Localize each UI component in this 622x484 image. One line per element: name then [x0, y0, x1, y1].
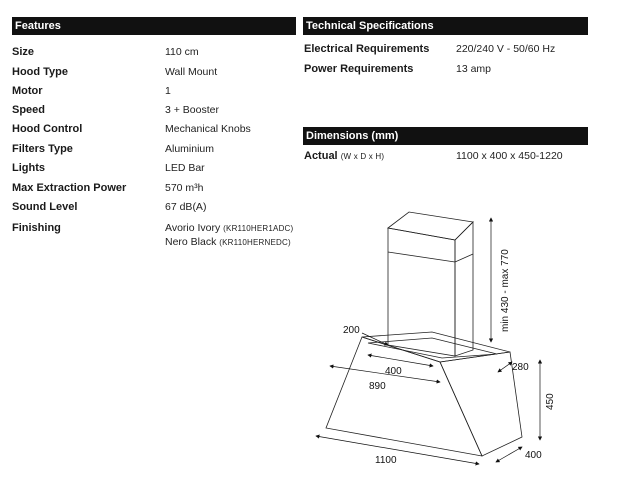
- dimensions-header: Dimensions (mm): [303, 127, 588, 145]
- feature-value-hood-type: Wall Mount: [165, 66, 218, 78]
- dim-1100-label: 1100: [375, 455, 397, 466]
- feature-value-lights: LED Bar: [165, 162, 205, 174]
- feature-value-size: 110 cm: [165, 46, 199, 58]
- feature-value-speed: 3 + Booster: [165, 104, 219, 116]
- feature-label-lights: Lights: [12, 162, 45, 174]
- dimensions-actual-value: 1100 x 400 x 450-1220: [456, 150, 563, 162]
- tech-label-power: Power Requirements: [304, 63, 414, 75]
- feature-label-hood-type: Hood Type: [12, 66, 69, 78]
- dim-890-label: 890: [369, 381, 386, 392]
- feature-label-speed: Speed: [12, 104, 46, 116]
- feature-label-max-extraction: Max Extraction Power: [12, 182, 127, 194]
- feature-label-finishing: Finishing: [12, 222, 61, 234]
- dim-400-inner-label: 400: [385, 366, 402, 377]
- hood-side: [440, 352, 522, 456]
- technical-specifications-header: Technical Specifications: [303, 17, 588, 35]
- dim-1100-line: [316, 436, 479, 464]
- chimney-side: [455, 222, 473, 356]
- dimensions-actual-sub: (W x D x H): [340, 152, 385, 161]
- dim-450-label: 450: [545, 393, 556, 410]
- finishing-name-1: Avorio Ivory: [165, 222, 221, 234]
- dim-200-label: 200: [343, 325, 360, 336]
- feature-value-sound-level: 67 dB(A): [165, 201, 207, 213]
- finishing-name-2: Nero Black: [165, 236, 217, 248]
- finishing-code-2: (KR110HERNEDC): [219, 238, 291, 247]
- feature-value-motor: 1: [165, 85, 171, 97]
- dim-200-line: [362, 333, 388, 345]
- dimensions-actual-label: Actual: [304, 150, 338, 162]
- hood-top-inner: [368, 338, 497, 358]
- feature-label-size: Size: [12, 46, 35, 58]
- feature-label-filters-type: Filters Type: [12, 143, 73, 155]
- tech-value-power: 13 amp: [456, 63, 492, 75]
- feature-label-motor: Motor: [12, 85, 43, 97]
- dim-280-label: 280: [512, 362, 529, 373]
- dim-280-line: [498, 362, 512, 372]
- feature-value-filters-type: Aluminium: [165, 143, 215, 155]
- chimney-top: [388, 212, 473, 240]
- feature-label-hood-control: Hood Control: [12, 123, 83, 135]
- dim-400-depth-line: [496, 447, 522, 462]
- tech-value-electrical: 220/240 V - 50/60 Hz: [456, 43, 556, 55]
- chimney-front: [388, 228, 455, 356]
- feature-value-max-extraction: 570 m³h: [165, 182, 204, 194]
- dim-chimney-height-label: min 430 - max 770: [500, 249, 511, 332]
- tech-label-electrical: Electrical Requirements: [304, 43, 430, 55]
- feature-label-sound-level: Sound Level: [12, 201, 78, 213]
- finishing-code-1: (KR110HER1ADC): [223, 224, 294, 233]
- feature-value-hood-control: Mechanical Knobs: [165, 123, 251, 135]
- features-header: Features: [12, 17, 296, 35]
- dim-400-depth-label: 400: [525, 450, 542, 461]
